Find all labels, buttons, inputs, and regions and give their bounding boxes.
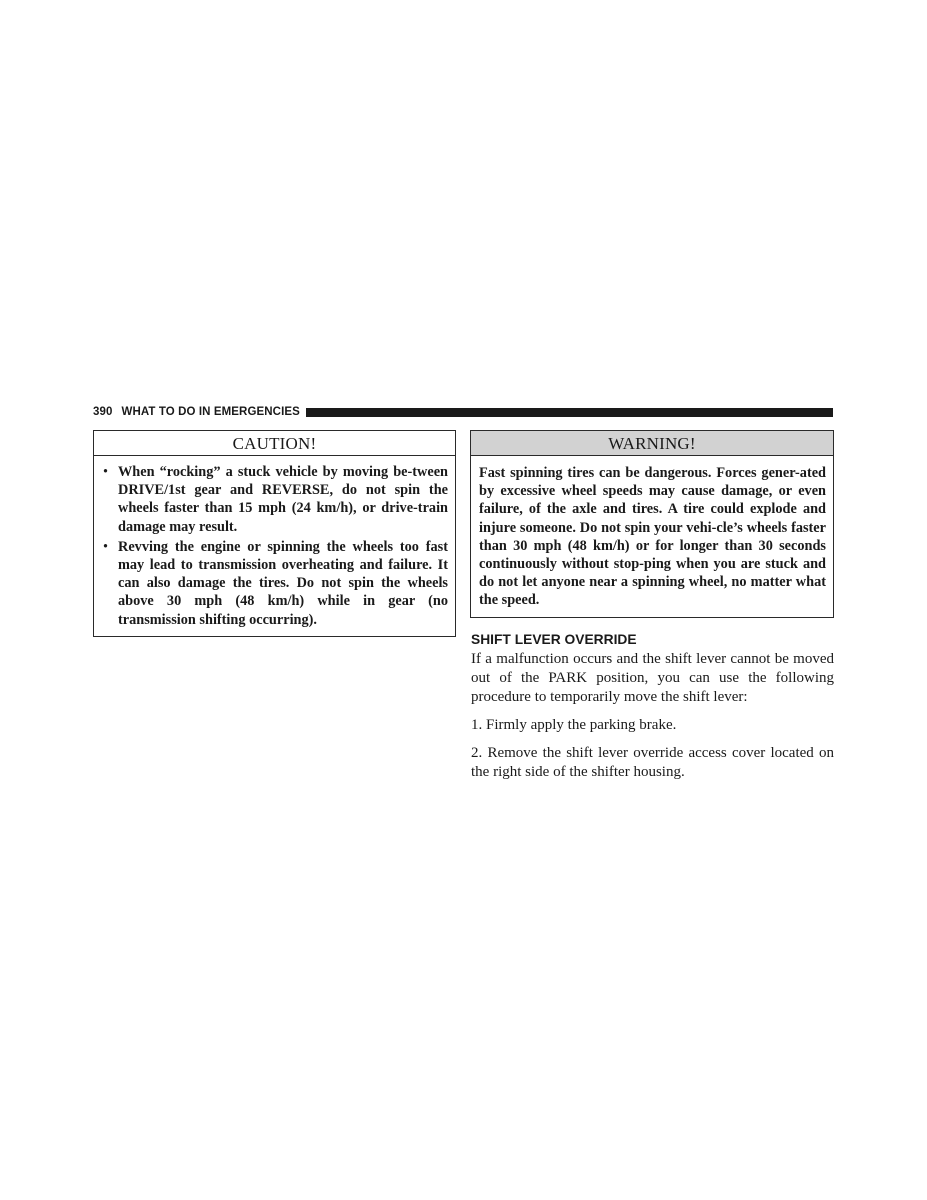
header-rule [306,408,833,417]
bullet-icon: • [103,538,109,555]
caution-item [101,463,448,536]
warning-box [470,430,834,618]
warning-title: WARNING! [471,431,833,456]
page-number: 390 [93,406,113,418]
shift-lever-heading: SHIFT LEVER OVERRIDE [471,632,637,647]
caution-list [94,456,455,629]
caution-box [93,430,456,637]
shift-lever-section [471,631,834,791]
caution-title: CAUTION! [94,431,455,456]
shift-lever-step-2: 2. Remove the shift lever override access cover located on the right side of the shifter housing. [471,745,834,780]
section-title: WHAT TO DO IN EMERGENCIES [121,406,300,418]
caution-item-text: Revving the engine or spinning the wheels too fast may lead to transmission overheating and failure. It can also damage the tires. Do not spin the wheels above 30 mph (48 km/h) while in gear (no transmission shifting occurring). [118,538,448,628]
caution-item [101,538,448,629]
shift-lever-step-1: 1. Firmly apply the parking brake. [471,717,677,733]
warning-text: Fast spinning tires can be dangerous. Forces gener-ated by excessive wheel speeds may cause damage, or even failure, of the axle and tires. A tire could explode and injure someone. Do not spin your vehi-cle’s wheels faster than 30 mph (48 km/h) or for longer than 30 seconds continuously without stop-ping when you are stuck and do not let anyone near a spinning wheel, no matter what the speed. [479,465,826,609]
caution-item-text: When “rocking” a stuck vehicle by moving be-tween DRIVE/1st gear and REVERSE, do not spin the wheels faster than 15 mph (24 km/h), or drive-train damage may result. [118,464,448,535]
page-header [93,405,833,419]
bullet-icon: • [103,464,109,480]
shift-lever-intro: If a malfunction occurs and the shift lever cannot be moved out of the PARK position, you can use the following procedure to temporarily move the shift lever: [471,651,834,705]
